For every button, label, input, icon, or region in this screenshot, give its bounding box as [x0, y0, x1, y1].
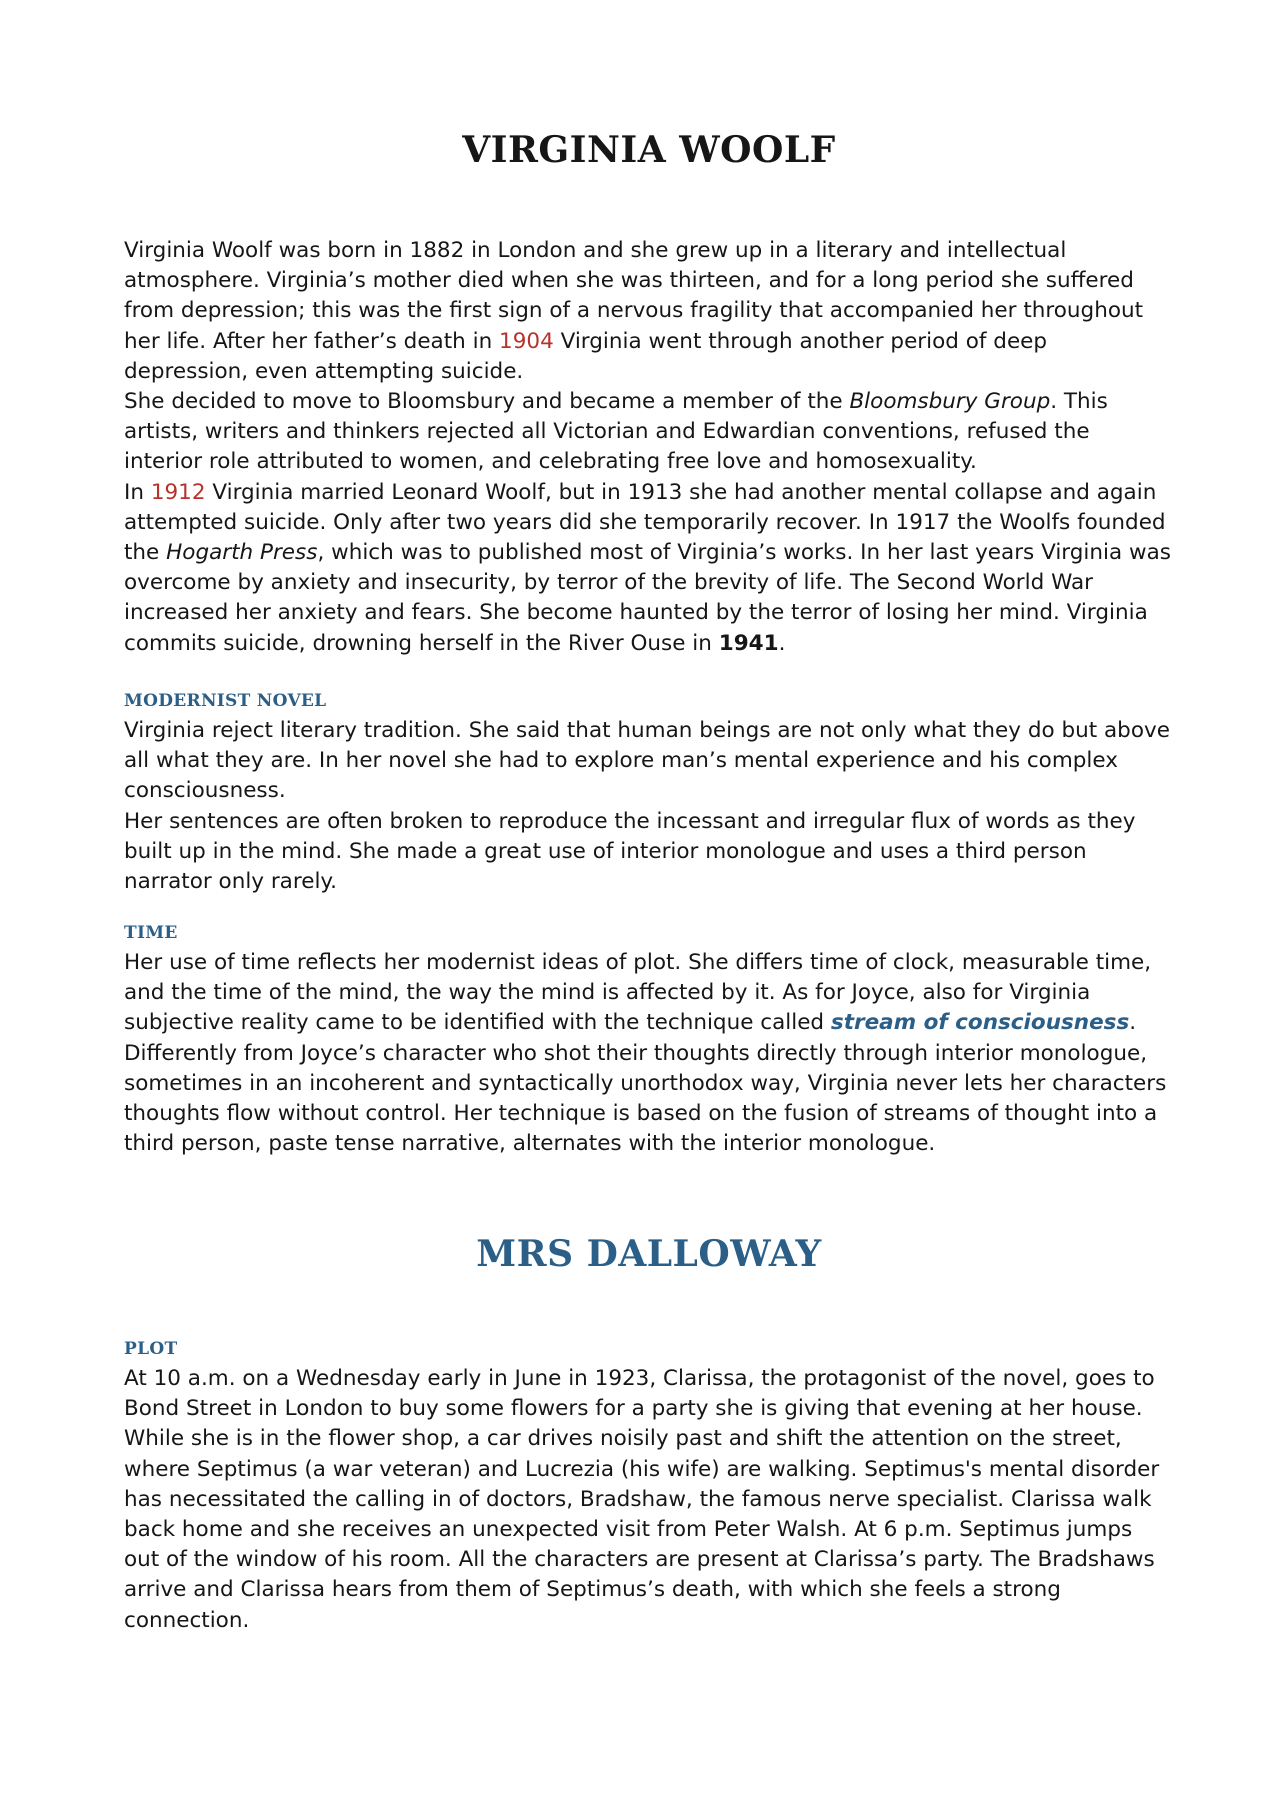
year-1912: 1912: [150, 479, 206, 505]
time-paragraph-2: Differently from Joyce’s character who shot their thoughts directly through interior monologue, sometimes in an incoherent and syntactically unorthodox way, Virginia never lets her characters thoughts flow without control. Her technique is based on the fusion of streams of thought into a third person, paste tense narrative, alternates with the interior monologue.: [124, 1040, 1167, 1157]
bio-p1-text: Virginia Woolf was born in 1882 in London and she grew up in a literary and intellectual atmosphere. Virginia’s mother died when she was thirteen, and for a long period she suffered from depression; this was the first sign of a nervous fragility that accompanied her throughout her life. After her father’s death in: [124, 238, 1144, 354]
bio-p3-text-cont: , which was to published most of Virginia’s works. In her last years Virginia was overcome by anxiety and insecurity, by terror of the brevity of life. The Second World War increased her anxiety and fears. She become haunted by the terror of losing her mind. Virginia commits suicide, drowning herself in the River Ouse in: [124, 540, 1171, 656]
bio-p2-text-end: . This artists, writers and thinkers rejected all Victorian and Edwardian conventions, refused the interior role attributed to women, and celebrating free love and homosexuality.: [124, 389, 1108, 475]
modernist-paragraph-2: Her sentences are often broken to reproduce the incessant and irregular flux of words as they built up in the mind. She made a great use of interior monologue and uses a third person narrator only rarely.: [124, 808, 1136, 895]
bio-p3-text-mid: Virginia married Leonard Woolf, but in 1913 she had another mental collapse and again attempted suicide. Only after two years did she temporarily recover. In 1917 the Woolfs founded the: [124, 479, 1166, 566]
hogarth-press: Hogarth Press: [166, 540, 318, 566]
stream-of-consciousness: stream of consciousness: [830, 1010, 1130, 1036]
bloomsbury-group: Bloomsbury Group: [849, 389, 1051, 415]
plot-paragraph: At 10 a.m. on a Wednesday early in June in 1923, Clarissa, the protagonist of the novel, goes to Bond Street in London to buy some flowers for a party she is giving that evening at her house. While she is in the flower shop, a car drives noisily past and shift the attention on the street, where Septimus (a war veteran) and Lucrezia (his wife) are walking. Septimus's mental disorder has necessitated the calling in of doctors, Bradshaw, the famous nerve specialist. Clarissa walk back home and she receives an unexpected visit from Peter Walsh. At 6 p.m. Septimus jumps out of the window of his room. All the characters are present at Clarissa’s party. The Bradshaws arrive and Clarissa hears from them of Septimus’s death, with which she feels a strong connection.: [124, 1366, 1160, 1633]
modernist-paragraph-1: Virginia reject literary tradition. She said that human beings are not only what they do but above all what they are. In her novel she had to explore man’s mental experience and his complex consciousness.: [124, 718, 1170, 804]
time-p1-text: Her use of time reflects her modernist ideas of plot. She differs time of clock, measurable time, and the time of the mind, the way the mind is affected by it. As for Joyce, also for Virginia subjective reality came to be identified with the technique called: [124, 950, 1152, 1036]
modernist-novel-section: [124, 686, 1174, 897]
bio-p3-text-end: .: [778, 630, 786, 656]
section-heading-plot: PLOT: [124, 1339, 178, 1359]
time-section: [124, 918, 1174, 1159]
bio-paragraph-2: [124, 387, 1174, 478]
bio-p1-text-end: Virginia went through another period of deep depression, even attempting suicide.: [124, 328, 1048, 384]
biography-section: [124, 236, 1174, 659]
time-paragraph-1: [124, 948, 1174, 1039]
bio-paragraph-1: [124, 236, 1174, 387]
year-1941: 1941: [718, 630, 779, 656]
bio-p2-text: She decided to move to Bloomsbury and became a member of the: [124, 389, 850, 415]
section-title-mrs-dalloway: MRS DALLOWAY: [476, 1233, 822, 1275]
time-p1-text-end: .: [1129, 1010, 1137, 1036]
plot-section: [124, 1334, 1174, 1636]
year-1904: 1904: [499, 328, 554, 354]
page-title: VIRGINIA WOOLF: [462, 129, 836, 171]
section-heading-modernist: MODERNIST NOVEL: [124, 691, 327, 711]
section-heading-time: TIME: [124, 923, 178, 943]
bio-paragraph-3: [124, 478, 1174, 659]
bio-p3-text: In: [124, 479, 151, 505]
